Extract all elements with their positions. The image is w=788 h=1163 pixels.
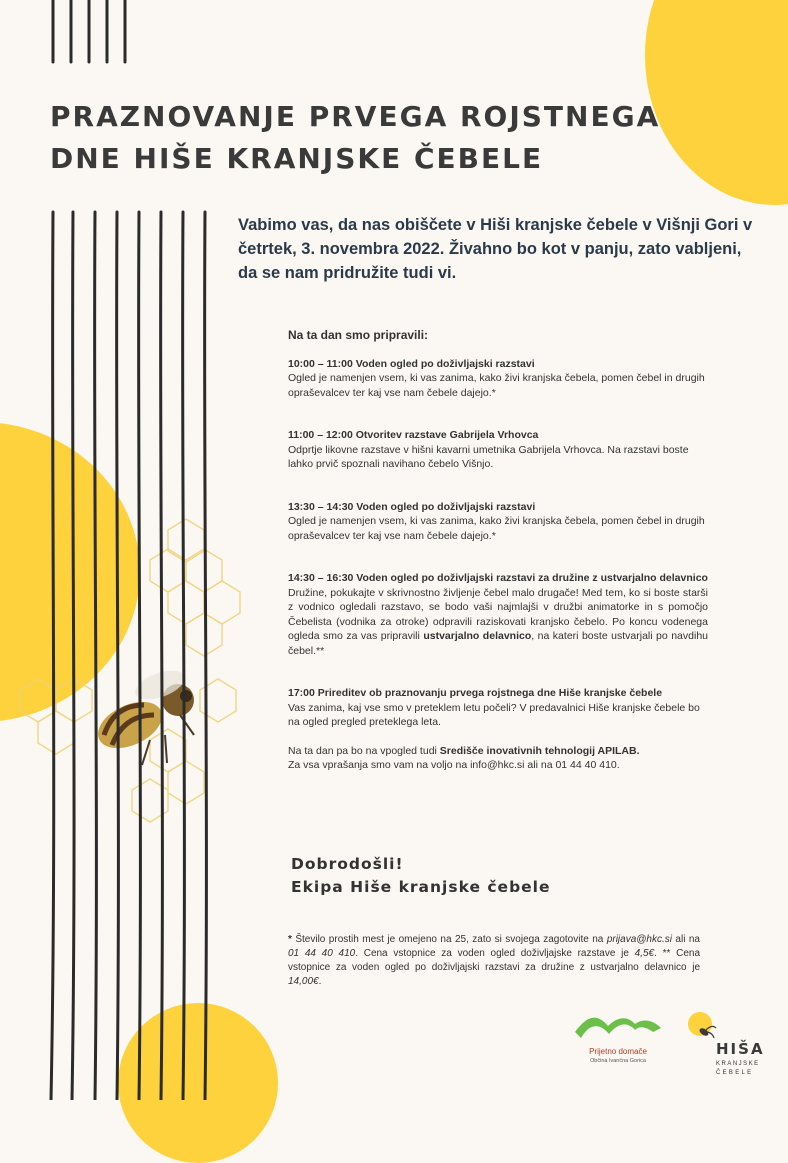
note-phone: 01 44 40 410 (288, 948, 356, 959)
event-text-part: , na kateri boste ustvarjali po navdihu čebel.** (288, 630, 708, 657)
prijetno-domace-name: Prijetno domače (589, 1047, 647, 1056)
hisa-logo-line-2: KRANJSKE (716, 1061, 760, 1067)
prijetno-domace-sub: Občina Ivančna Gorica (590, 1058, 646, 1064)
title-line-1: PRAZNOVANJE PRVEGA ROJSTNEGA (50, 100, 661, 133)
note-part: . (318, 976, 322, 987)
welcome-line-1: Dobrodošli! (291, 855, 404, 873)
green-wave-icon (573, 1012, 663, 1042)
hisa-kranjske-cebele-logo (684, 1010, 774, 1090)
page-title (50, 96, 660, 180)
note-star: * (288, 934, 292, 945)
decorative-lines-long (51, 212, 206, 1100)
welcome-line-2: Ekipa Hiše kranjske čebele (291, 878, 551, 896)
note-price-1: 4,5€ (634, 948, 655, 959)
event-5 (288, 686, 708, 730)
event-text: Odprtje likovne razstave v hišni kavarni umetnika Gabrijela Vrhovca. Na razstavi boste lahko prvič spoznali navihano čebelo Višnjo. (288, 443, 689, 470)
event-title: 17:00 Prireditev ob praznovanju prvega rojstnega dne Hiše kranjske čebele (288, 687, 663, 699)
note-part: . Cena vstopnice za voden ogled doživljajske razstave je (355, 948, 635, 959)
note-part: . ** Cena vstopnice za voden ogled po doživljajski razstavi za družine z ustvarjalno delavnico je (288, 948, 701, 973)
prijetno-domace-logo (573, 1012, 663, 1082)
decorative-lines-top (53, 0, 125, 62)
hisa-logo-line-3: ČEBELE (716, 1070, 754, 1076)
event-3 (288, 500, 708, 544)
event-title: 14:30 – 16:30 Voden ogled po doživljajski razstavi za družine z ustvarjalno delavnico (288, 572, 708, 584)
event-title: 11:00 – 12:00 Otvoritev razstave Gabrijela Vrhovca (288, 429, 539, 441)
footnote (288, 933, 700, 989)
event-text-part: Družine, pokukajte v skrivnostno življenje čebel malo drugače! Med tem, ko si boste starši z vodnico ogledali razstavo, se bodo vaši najmlajši v družbi animatorke in s pomočjo Čebelista (vodnika za otroke) odpravili raziskovati kranjsko čebelo. Po koncu vodenega ogleda smo za vas pripravili (288, 586, 708, 642)
apilab-bold: Središče inovativnih tehnologij APILAB. (439, 744, 640, 757)
apilab-text-part: Na ta dan pa bo na vpogled tudi (288, 744, 440, 757)
event-title: 10:00 – 11:00 Voden ogled po doživljajski razstavi (288, 357, 535, 370)
note-price-2: 14,00€ (288, 976, 319, 987)
event-title: 13:30 – 14:30 Voden ogled po doživljajski razstavi (288, 500, 536, 513)
event-1 (288, 357, 708, 401)
event-2 (288, 428, 708, 472)
contact-text: Za vsa vprašanja smo vam na voljo na info@hkc.si ali na 01 44 40 410. (288, 759, 620, 771)
title-line-2: DNE HIŠE KRANJSKE ČEBELE (50, 142, 544, 175)
event-text (288, 586, 708, 659)
note-part: ali na (671, 934, 700, 945)
program-heading: Na ta dan smo pripravili: (288, 328, 429, 342)
hisa-logo-name: HIŠA (716, 1040, 765, 1058)
bee-icon (91, 665, 194, 765)
event-text: Ogled je namenjen vsem, ki vas zanima, kako živi kranjska čebela, pomen čebel in drugih opraševalcev ter kaj vse nam čebele dajejo.* (288, 515, 705, 542)
note-email: prijava@hkc.si (606, 934, 672, 945)
event-4 (288, 571, 708, 658)
apilab-text (288, 744, 708, 759)
note-part: Število prostih mest je omejeno na 25, zato si svojega zagotovite na (291, 934, 607, 945)
intro-text: Vabimo vas, da nas obiščete v Hiši kranjske čebele v Višnji Gori v četrtek, 3. novembra 2022. Živahno bo kot v panju, zato vabljeni, da se nam pridružite tudi vi. (238, 216, 753, 282)
event-text: Vas zanima, kaj vse smo v preteklem letu počeli? V predavalnici Hiše kranjske čebele bo na ogled pregled preteklega leta. (288, 701, 700, 728)
event-text: Ogled je namenjen vsem, ki vas zanima, kako živi kranjska čebela, pomen čebel in drugih opraševalcev ter kaj vse nam čebele dajejo.* (288, 372, 705, 399)
welcome-block (291, 853, 551, 899)
program-section (288, 328, 708, 773)
event-text-bold: ustvarjalno delavnico (423, 630, 532, 642)
